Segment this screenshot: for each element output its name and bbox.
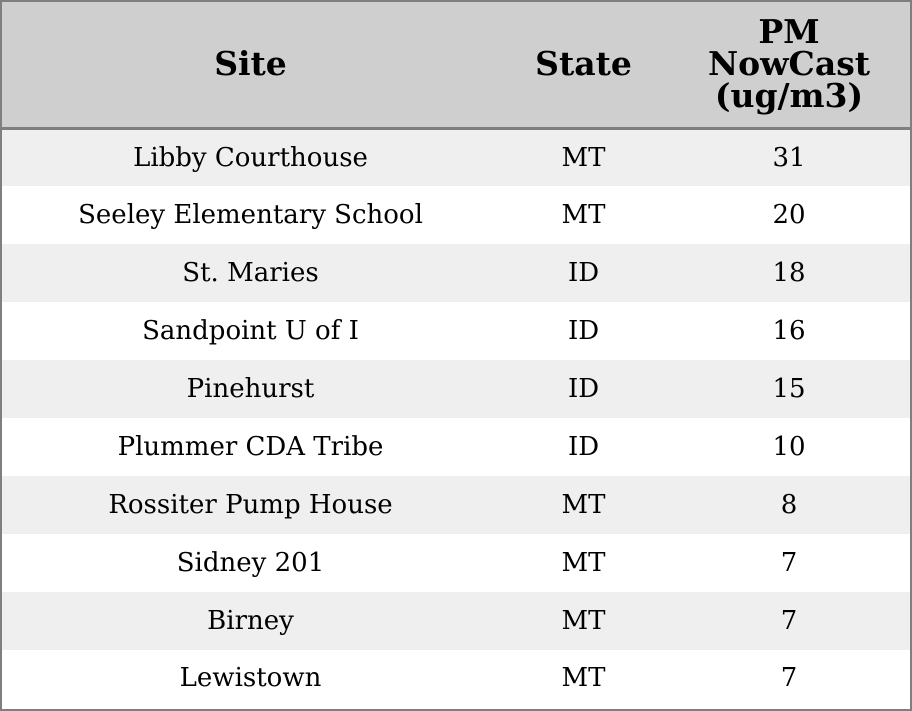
cell-pm: 18 <box>772 258 806 288</box>
cell-state: MT <box>561 142 606 173</box>
cell-site: Sandpoint U of I <box>142 316 359 346</box>
table-row <box>2 476 910 534</box>
cell-site: Libby Courthouse <box>133 142 368 173</box>
cell-state: ID <box>567 432 600 462</box>
table-row <box>2 592 910 650</box>
cell-site: Birney <box>207 606 294 636</box>
cell-state: ID <box>567 374 600 404</box>
cell-pm: 20 <box>772 200 806 230</box>
table-row <box>2 534 910 592</box>
table-row <box>2 360 910 418</box>
cell-pm: 7 <box>780 548 798 578</box>
header-site: Site <box>2 2 499 128</box>
cell-pm: 10 <box>772 432 806 462</box>
pm-nowcast-table <box>2 2 910 705</box>
cell-state: MT <box>561 662 606 693</box>
cell-site: Plummer CDA Tribe <box>117 432 384 462</box>
cell-pm: 8 <box>780 490 798 520</box>
cell-state: MT <box>561 490 606 520</box>
cell-state: ID <box>567 316 600 346</box>
header-pm-line2: NowCast <box>707 44 871 84</box>
table-row <box>2 302 910 360</box>
cell-site: Lewistown <box>179 662 322 693</box>
cell-site: Sidney 201 <box>176 548 325 578</box>
cell-site: St. Maries <box>182 258 319 288</box>
cell-site: Pinehurst <box>186 374 315 404</box>
table-row <box>2 418 910 476</box>
header-pm-nowcast <box>668 2 910 128</box>
header-pm-line3: (ug/m3) <box>714 76 864 116</box>
cell-site: Rossiter Pump House <box>108 490 393 520</box>
cell-state: ID <box>567 258 600 288</box>
cell-pm: 16 <box>772 316 806 346</box>
cell-state: MT <box>561 548 606 578</box>
cell-pm: 15 <box>772 374 806 404</box>
cell-site: Seeley Elementary School <box>78 200 423 230</box>
cell-state: MT <box>561 200 606 230</box>
header-row <box>2 2 910 128</box>
table-row <box>2 650 910 705</box>
cell-pm: 31 <box>772 142 806 173</box>
cell-pm: 7 <box>780 606 798 636</box>
table-row <box>2 186 910 244</box>
cell-state: MT <box>561 606 606 636</box>
header-pm-line1: PM <box>758 12 820 52</box>
table-row <box>2 244 910 302</box>
table-row <box>2 128 910 186</box>
header-state: State <box>499 2 668 128</box>
cell-pm: 7 <box>780 662 798 693</box>
